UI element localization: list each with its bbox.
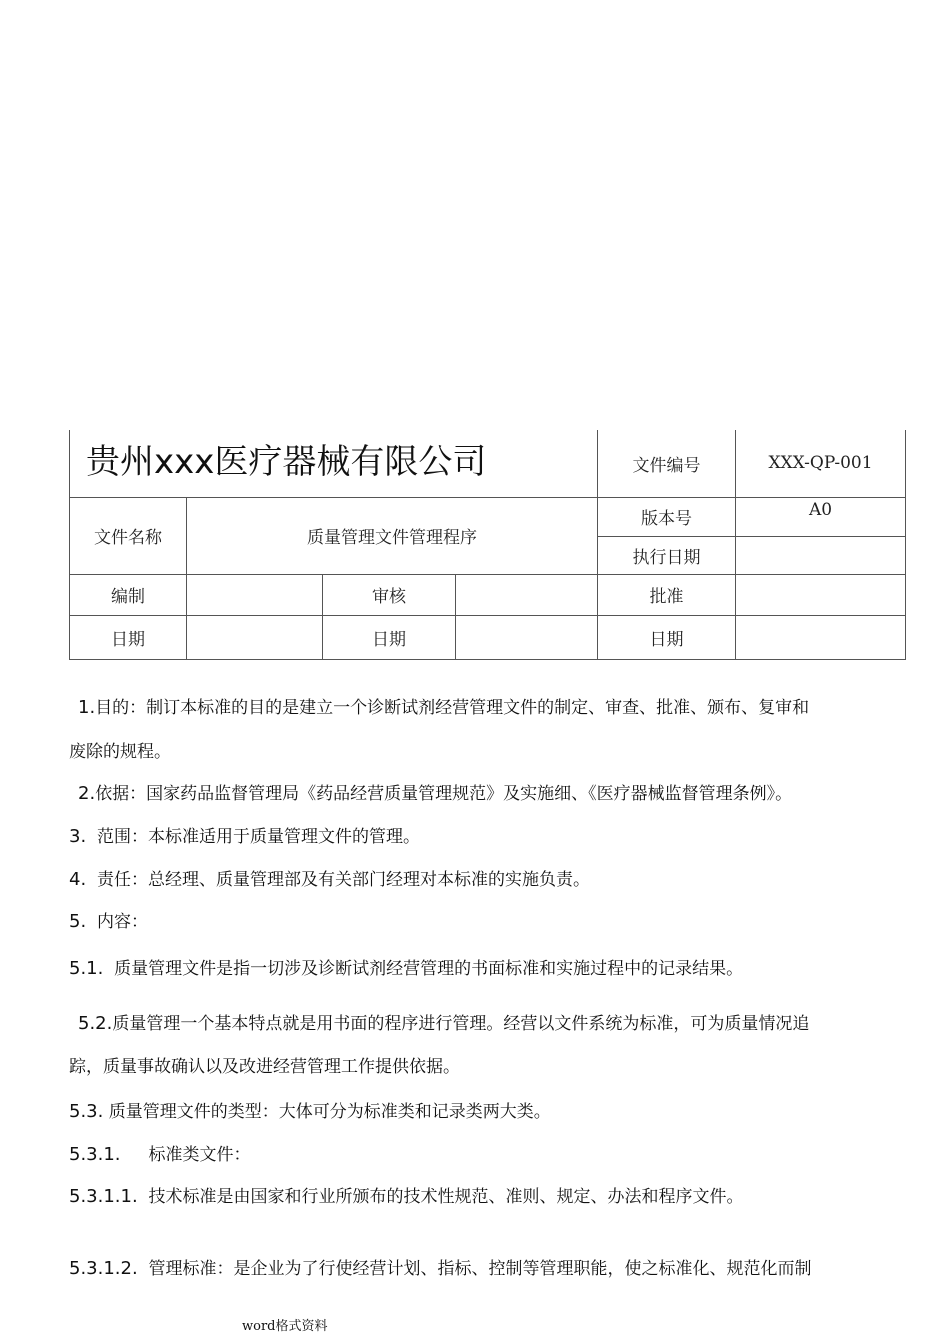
approved-label: 批准 xyxy=(598,574,736,615)
paragraph-5-2-line-2: 踪，质量事故确认以及改进经营管理工作提供依据。 xyxy=(69,1057,460,1077)
reviewed-value xyxy=(456,574,598,615)
file-name-label: 文件名称 xyxy=(70,497,187,574)
paragraph-5-2-line-1 xyxy=(78,1009,918,1034)
paragraph-number: 5. xyxy=(69,911,87,932)
paragraph-text: 内容： xyxy=(97,912,148,932)
paragraph-text: 质量管理文件是指一切涉及诊断试剂经营管理的书面标准和实施过程中的记录结果。 xyxy=(114,959,744,979)
exec-date-value xyxy=(736,536,906,574)
paragraph-text: 范围：本标准适用于质量管理文件的管理。 xyxy=(97,827,420,847)
date-value-3 xyxy=(736,615,906,659)
paragraph-number: 5.1. xyxy=(69,958,104,979)
paragraph-5-3 xyxy=(69,1097,909,1122)
paragraph-number: 5.3. xyxy=(69,1101,104,1122)
exec-date-label: 执行日期 xyxy=(598,536,736,574)
paragraph-text: 目的：制订本标准的目的是建立一个诊断试剂经营管理文件的制定、审查、批准、颁布、复审和 xyxy=(95,698,810,718)
version-label: 版本号 xyxy=(598,497,736,536)
paragraph-number: 5.2. xyxy=(78,1013,113,1034)
paragraph-text: 质量管理文件的类型：大体可分为标准类和记录类两大类。 xyxy=(108,1102,551,1122)
file-name-value: 质量管理文件管理程序 xyxy=(187,497,598,574)
paragraph-text: 依据：国家药品监督管理局《药品经营质量管理规范》及实施细、《医疗器械监督管理条例》。 xyxy=(95,784,793,804)
document-header-table xyxy=(69,430,906,660)
paragraph-text: 技术标准是由国家和行业所颁布的技术性规范、准则、规定、办法和程序文件。 xyxy=(148,1187,744,1207)
paragraph-5-1 xyxy=(69,954,909,979)
company-cell xyxy=(70,430,598,497)
prepared-value xyxy=(187,574,323,615)
paragraph-number: 2. xyxy=(78,783,96,804)
date-value-2 xyxy=(456,615,598,659)
paragraph-3 xyxy=(69,822,909,847)
paragraph-4 xyxy=(69,865,909,890)
paragraph-number: 4. xyxy=(69,869,87,890)
paragraph-number: 3. xyxy=(69,826,87,847)
doc-code-value: XXX-QP-001 xyxy=(736,430,906,497)
paragraph-text: 质量管理一个基本特点就是用书面的程序进行管理。经营以文件系统为标准，可为质量情况追 xyxy=(112,1014,810,1034)
paragraph-5-3-1-2 xyxy=(69,1254,909,1279)
date-value-1 xyxy=(187,615,323,659)
paragraph-text: 管理标准：是企业为了行使经营计划、指标、控制等管理职能，使之标准化、规范化而制 xyxy=(148,1259,812,1279)
paragraph-2 xyxy=(78,779,918,804)
paragraph-5-3-1 xyxy=(69,1140,909,1165)
paragraph-text: 责任：总经理、质量管理部及有关部门经理对本标准的实施负责。 xyxy=(97,870,590,890)
date-label-2: 日期 xyxy=(323,615,456,659)
paragraph-1-line-1 xyxy=(78,693,918,718)
paragraph-1-line-2: 废除的规程。 xyxy=(69,742,171,762)
doc-code-label: 文件编号 xyxy=(598,430,736,497)
paragraph-text: 标准类文件： xyxy=(148,1145,251,1165)
date-label-1: 日期 xyxy=(70,615,187,659)
paragraph-number: 5.3.1.1. xyxy=(69,1186,138,1207)
footer-note: word格式资料 xyxy=(242,1319,328,1334)
paragraph-number: 1. xyxy=(78,697,96,718)
paragraph-5 xyxy=(69,907,909,932)
prepared-label: 编制 xyxy=(70,574,187,615)
version-value: A0 xyxy=(736,497,906,536)
reviewed-label: 审核 xyxy=(323,574,456,615)
paragraph-number: 5.3.1.2. xyxy=(69,1258,138,1279)
date-label-3: 日期 xyxy=(598,615,736,659)
paragraph-number: 5.3.1. xyxy=(69,1144,121,1165)
approved-value xyxy=(736,574,906,615)
paragraph-5-3-1-1 xyxy=(69,1182,909,1207)
company-name: 贵州xxx医疗器械有限公司 xyxy=(86,442,487,482)
